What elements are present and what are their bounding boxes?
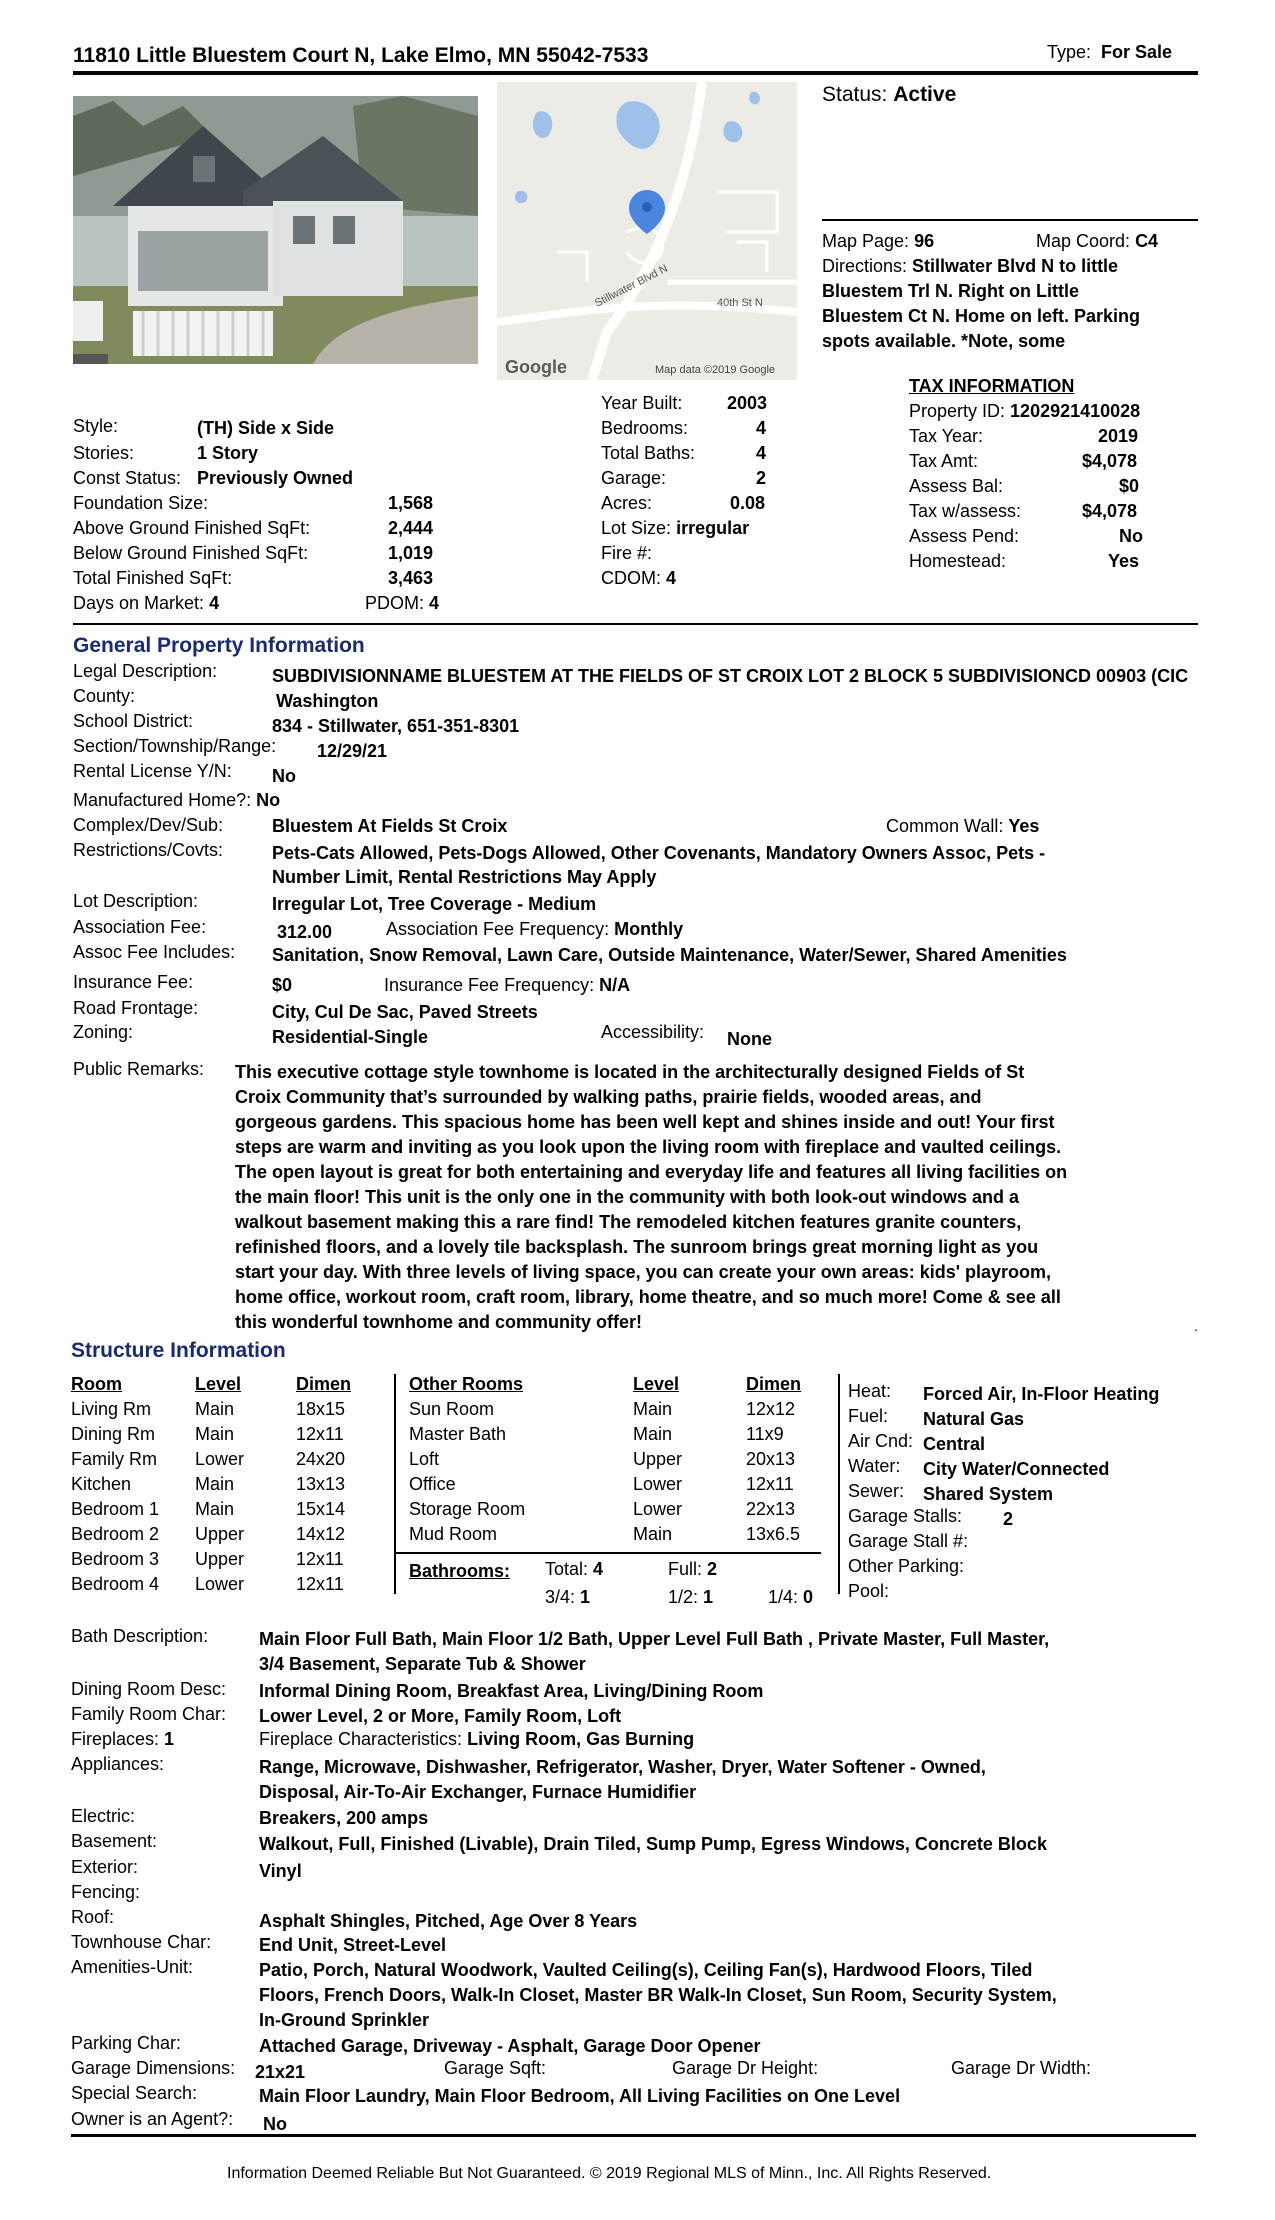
insurance-fee-value: $0 [272,975,293,995]
remarks-line: refinished floors, and a lovely tile backsplash. The sunroom brings great morning light as you [235,1237,1039,1257]
footer-disclaimer: Information Deemed Reliable But Not Guaranteed. © 2019 Regional MLS of Minn., Inc. All Rights Reserved. [227,2165,992,2182]
road-frontage-label: Road Frontage: [73,998,199,1018]
tax-w-assess-label: Tax w/assess: [909,501,1022,521]
assess-bal-value: $0 [1119,476,1140,496]
special-search-value: Main Floor Laundry, Main Floor Bedroom, All Living Facilities on One Level [259,2086,901,2106]
assoc-fee-includes-value: Sanitation, Snow Removal, Lawn Care, Outside Maintenance, Water/Sewer, Shared Amenities [272,945,1067,965]
family-room-value: Lower Level, 2 or More, Family Room, Loft [259,1706,622,1726]
county-value: Washington [276,691,379,711]
map-road-label: Stillwater Blvd N [592,262,670,310]
rental-license-value: No [272,766,296,786]
school-value: 834 - Stillwater, 651-351-8301 [272,716,520,736]
total-baths-label: Total Baths: [601,443,696,463]
garage-sqft-label: Garage Sqft: [444,2058,547,2078]
zoning-label: Zoning: [73,1022,134,1042]
remarks-line: Croix Community that’s surrounded by walking paths, prairie fields, wooded areas, and [235,1087,982,1107]
tax-amt-value: $4,078 [1082,451,1138,471]
garage-dim-value: 21x21 [255,2062,306,2082]
basement-value: Walkout, Full, Finished (Livable), Drain Tiled, Sump Pump, Egress Windows, Concrete Block [259,1834,1047,1854]
other-room-dimen: 22x13 [746,1499,796,1519]
location-map [497,82,797,380]
electric-value: Breakers, 200 amps [259,1808,429,1828]
tax-amt-label: Tax Amt: [909,451,979,471]
lot-size-field: Lot Size: irregular [601,518,750,538]
garage-stall-number-label: Garage Stall #: [848,1531,969,1551]
other-room-dimen: 20x13 [746,1449,796,1469]
assess-bal-label: Assess Bal: [909,476,1004,496]
garage-door-width-label: Garage Dr Width: [951,2058,1092,2078]
assoc-fee-frequency: Association Fee Frequency: Monthly [386,919,684,939]
room-dimen: 15x14 [296,1499,346,1519]
fencing-label: Fencing: [71,1882,141,1902]
public-remarks-label: Public Remarks: [73,1059,205,1079]
other-parking-label: Other Parking: [848,1556,965,1576]
accessibility-value: None [727,1029,772,1049]
amenities-line-1: Patio, Porch, Natural Woodwork, Vaulted Ceiling(s), Ceiling Fan(s), Hardwood Floors, Tiled [259,1960,1033,1980]
restrictions-label: Restrictions/Covts: [73,840,224,860]
fireplaces-field: Fireplaces: 1 [71,1729,175,1749]
appliances-line-2: Disposal, Air-To-Air Exchanger, Furnace Humidifier [259,1782,697,1802]
dining-desc-value: Informal Dining Room, Breakfast Area, Living/Dining Room [259,1681,764,1701]
garage-label: Garage: [601,468,667,488]
common-wall: Common Wall: Yes [886,816,1040,836]
room-level: Main [195,1399,235,1419]
bedrooms-value: 4 [756,418,767,438]
assoc-fee-label: Association Fee: [73,917,207,937]
remarks-line: this wonderful townhome and community offer! [235,1312,642,1332]
pdom: PDOM: 4 [365,593,440,613]
property-id: Property ID: 1202921410028 [909,401,1141,421]
bath-half: 1/2: 1 [668,1587,714,1607]
bath-desc-line-1: Main Floor Full Bath, Main Floor 1/2 Bath, Upper Level Full Bath , Private Master, Full Master, [259,1629,1050,1649]
above-ground-value: 2,444 [388,518,434,538]
stories-value: 1 Story [197,443,259,463]
garage-stalls-value: 2 [1003,1509,1014,1529]
appliances-label: Appliances: [71,1754,165,1774]
townhouse-value: End Unit, Street-Level [259,1935,447,1955]
foundation-label: Foundation Size: [73,493,209,513]
insurance-fee-frequency: Insurance Fee Frequency: N/A [384,975,631,995]
room-level: Main [195,1474,235,1494]
manufactured-field: Manufactured Home?: No [73,790,281,810]
other-header-dimen: Dimen [746,1374,802,1394]
other-room-dimen: 12x12 [746,1399,796,1419]
parking-label: Parking Char: [71,2033,182,2053]
other-room-dimen: 12x11 [746,1474,794,1494]
fuel-label: Fuel: [848,1406,889,1426]
owner-agent-label: Owner is an Agent?: [71,2109,234,2129]
room-name: Living Rm [71,1399,152,1419]
family-room-label: Family Room Char: [71,1704,227,1724]
road-frontage-value: City, Cul De Sac, Paved Streets [272,1002,538,1022]
bedrooms-label: Bedrooms: [601,418,689,438]
directions-line-2: Bluestem Trl N. Right on Little [822,281,1080,301]
exterior-label: Exterior: [71,1857,139,1877]
restrictions-line-1: Pets-Cats Allowed, Pets-Dogs Allowed, Other Covenants, Mandatory Owners Assoc, Pets - [272,843,1046,863]
room-level: Upper [195,1549,245,1569]
map-coord: Map Coord: C4 [1036,231,1159,251]
garage-stalls-label: Garage Stalls: [848,1506,963,1526]
bathrooms-label: Bathrooms: [409,1561,511,1581]
air-cnd-label: Air Cnd: [848,1431,914,1451]
other-room-dimen: 13x6.5 [746,1524,801,1544]
room-name: Bedroom 2 [71,1524,160,1544]
water-value: City Water/Connected [923,1459,1110,1479]
fuel-value: Natural Gas [923,1409,1025,1429]
room-level: Main [195,1424,235,1444]
exterior-value: Vinyl [259,1861,302,1881]
acres-value: 0.08 [730,493,766,513]
bath-full: Full: 2 [668,1559,718,1579]
other-room-level: Main [633,1424,673,1444]
room-level: Upper [195,1524,245,1544]
header-rule [73,71,1198,75]
other-header-level: Level [633,1374,680,1394]
special-search-label: Special Search: [71,2083,198,2103]
directions-line-3: Bluestem Ct N. Home on left. Parking [822,306,1141,326]
room-dimen: 18x15 [296,1399,346,1419]
rooms-divider [394,1374,396,1594]
room-name: Kitchen [71,1474,132,1494]
other-room-name: Master Bath [409,1424,507,1444]
style-value: (TH) Side x Side [197,418,335,438]
bathrooms-rule [394,1552,821,1554]
rooms-header-room: Room [71,1374,122,1394]
bath-desc-label: Bath Description: [71,1626,209,1646]
listing-address: 11810 Little Bluestem Court N, Lake Elmo, MN 55042-7533 [73,44,649,67]
room-name: Family Rm [71,1449,157,1469]
year-built-value: 2003 [727,393,768,413]
map-page: Map Page: 96 [822,231,935,251]
status-rule [822,219,1198,221]
room-dimen: 12x11 [296,1424,344,1444]
zoning-value: Residential-Single [272,1027,429,1047]
total-sqft-label: Total Finished SqFt: [73,568,233,588]
const-status-label: Const Status: [73,468,182,488]
parking-value: Attached Garage, Driveway - Asphalt, Garage Door Opener [259,2036,761,2056]
room-name: Bedroom 3 [71,1549,160,1569]
remarks-line: home office, workout room, craft room, library, home theatre, and so much more! Come & see all [235,1287,1061,1307]
room-dimen: 12x11 [296,1574,344,1594]
room-name: Dining Rm [71,1424,156,1444]
general-rule [73,623,1198,625]
legal-label: Legal Description: [73,661,218,681]
other-room-level: Upper [633,1449,683,1469]
room-name: Bedroom 1 [71,1499,160,1519]
county-label: County: [73,686,136,706]
basement-label: Basement: [71,1831,158,1851]
remarks-line: start your day. With three levels of living space, you can create your own areas: kids' playroom, [235,1262,1052,1282]
tax-year-label: Tax Year: [909,426,984,446]
remarks-line: steps are warm and inviting as you look upon the living room with fireplace and vaulted ceilings. [235,1137,1062,1157]
remarks-line: walkout basement making this a rare find! The remodeled kitchen features granite counters, [235,1212,1022,1232]
remarks-line: The open layout is great for both entertaining and everyday life and features all living facilities on [235,1162,1068,1182]
garage-dim-label: Garage Dimensions: [71,2058,236,2078]
assess-pend-value: No [1119,526,1143,546]
total-sqft-value: 3,463 [388,568,434,588]
bath-desc-line-2: 3/4 Basement, Separate Tub & Shower [259,1654,586,1674]
accessibility-label: Accessibility: [601,1022,705,1042]
rooms-header-dimen: Dimen [296,1374,352,1394]
type-field: Type: For Sale [1047,42,1173,62]
style-label: Style: [73,416,119,436]
directions-line-4: spots available. *Note, some [822,331,1066,351]
room-level: Main [195,1499,235,1519]
amenities-line-2: Floors, French Doors, Walk-In Closet, Master BR Walk-In Closet, Sun Room, Security System, [259,1985,1057,2005]
acres-label: Acres: [601,493,653,513]
map-street-label: 40th St N [717,297,763,309]
school-label: School District: [73,711,194,731]
insurance-fee-label: Insurance Fee: [73,972,194,992]
other-room-level: Main [633,1399,673,1419]
appliances-line-1: Range, Microwave, Dishwasher, Refrigerator, Washer, Dryer, Water Softener - Owned, [259,1757,986,1777]
days-on-market: Days on Market: 4 [73,593,220,613]
remarks-line: gorgeous gardens. This spacious home has been well kept and shines inside and out! Your first [235,1112,1055,1132]
roof-value: Asphalt Shingles, Pitched, Age Over 8 Years [259,1911,638,1931]
tax-w-assess-value: $4,078 [1082,501,1138,521]
other-room-name: Mud Room [409,1524,498,1544]
homestead-label: Homestead: [909,551,1007,571]
str-value: 12/29/21 [317,741,388,761]
tax-year-value: 2019 [1098,426,1139,446]
homestead-value: Yes [1108,551,1140,571]
room-level: Lower [195,1574,245,1594]
complex-label: Complex/Dev/Sub: [73,815,224,835]
fireplace-characteristics: Fireplace Characteristics: Living Room, Gas Burning [259,1729,695,1749]
room-name: Bedroom 4 [71,1574,160,1594]
stray-dot: . [1194,1318,1198,1334]
room-dimen: 13x13 [296,1474,346,1494]
other-room-name: Sun Room [409,1399,495,1419]
electric-label: Electric: [71,1806,136,1826]
other-room-name: Office [409,1474,456,1494]
cdom-field: CDOM: 4 [601,568,677,588]
assoc-fee-includes-label: Assoc Fee Includes: [73,942,236,962]
air-cnd-value: Central [923,1434,986,1454]
const-status-value: Previously Owned [197,468,354,488]
tax-title: TAX INFORMATION [909,376,1075,396]
str-label: Section/Township/Range: [73,736,277,756]
other-room-level: Lower [633,1474,683,1494]
status-field: Status: Active [822,83,957,106]
year-built-label: Year Built: [601,393,683,413]
remarks-line: the main floor! This unit is the only one in the community with both look-out windows and a [235,1187,1019,1207]
pool-label: Pool: [848,1581,890,1601]
directions-line-1: Directions: Stillwater Blvd N to little [822,256,1119,276]
room-dimen: 24x20 [296,1449,346,1469]
footer-rule [71,2134,1196,2137]
room-dimen: 14x12 [296,1524,346,1544]
foundation-value: 1,568 [388,493,434,513]
above-ground-label: Above Ground Finished SqFt: [73,518,311,538]
legal-value: SUBDIVISIONNAME BLUESTEM AT THE FIELDS OF ST CROIX LOT 2 BLOCK 5 SUBDIVISIONCD 00903 (CIC [272,666,1189,686]
complex-value: Bluestem At Fields St Croix [272,816,508,836]
assess-pend-label: Assess Pend: [909,526,1020,546]
below-ground-value: 1,019 [388,543,434,563]
structure-section-title: Structure Information [71,1339,286,1362]
room-level: Lower [195,1449,245,1469]
sewer-value: Shared System [923,1484,1054,1504]
bath-quarter: 1/4: 0 [768,1587,814,1607]
other-room-level: Main [633,1524,673,1544]
garage-door-height-label: Garage Dr Height: [672,2058,819,2078]
other-room-dimen: 11x9 [746,1424,784,1444]
amenities-line-3: In-Ground Sprinkler [259,2010,430,2030]
dining-desc-label: Dining Room Desc: [71,1679,227,1699]
systems-divider [838,1374,840,1594]
sewer-label: Sewer: [848,1481,905,1501]
garage-value: 2 [756,468,767,488]
bath-total: Total: 4 [545,1559,604,1579]
rooms-header-level: Level [195,1374,242,1394]
townhouse-label: Townhouse Char: [71,1932,212,1952]
owner-agent-value: No [263,2114,287,2134]
google-logo: Google [505,357,567,377]
assoc-fee-value: 312.00 [277,922,333,942]
heat-value: Forced Air, In-Floor Heating [923,1384,1160,1404]
stories-label: Stories: [73,443,135,463]
water-label: Water: [848,1456,901,1476]
total-baths-value: 4 [756,443,767,463]
restrictions-line-2: Number Limit, Rental Restrictions May Apply [272,867,657,887]
fire-number-field: Fire #: [601,543,653,563]
lot-desc-label: Lot Description: [73,891,199,911]
map-credit: Map data ©2019 Google [655,364,776,376]
lot-desc-value: Irregular Lot, Tree Coverage - Medium [272,894,597,914]
bath-three-quarter: 3/4: 1 [545,1587,591,1607]
remarks-line: This executive cottage style townhome is located in the architecturally designed Fields of St [235,1062,1025,1082]
rental-license-label: Rental License Y/N: [73,761,232,781]
other-header-room: Other Rooms [409,1374,524,1394]
below-ground-label: Below Ground Finished SqFt: [73,543,309,563]
property-photo [73,96,478,364]
general-section-title: General Property Information [73,634,365,657]
other-room-level: Lower [633,1499,683,1519]
other-room-name: Storage Room [409,1499,526,1519]
other-room-name: Loft [409,1449,440,1469]
roof-label: Roof: [71,1907,115,1927]
room-dimen: 12x11 [296,1549,344,1569]
amenities-label: Amenities-Unit: [71,1957,194,1977]
heat-label: Heat: [848,1381,892,1401]
